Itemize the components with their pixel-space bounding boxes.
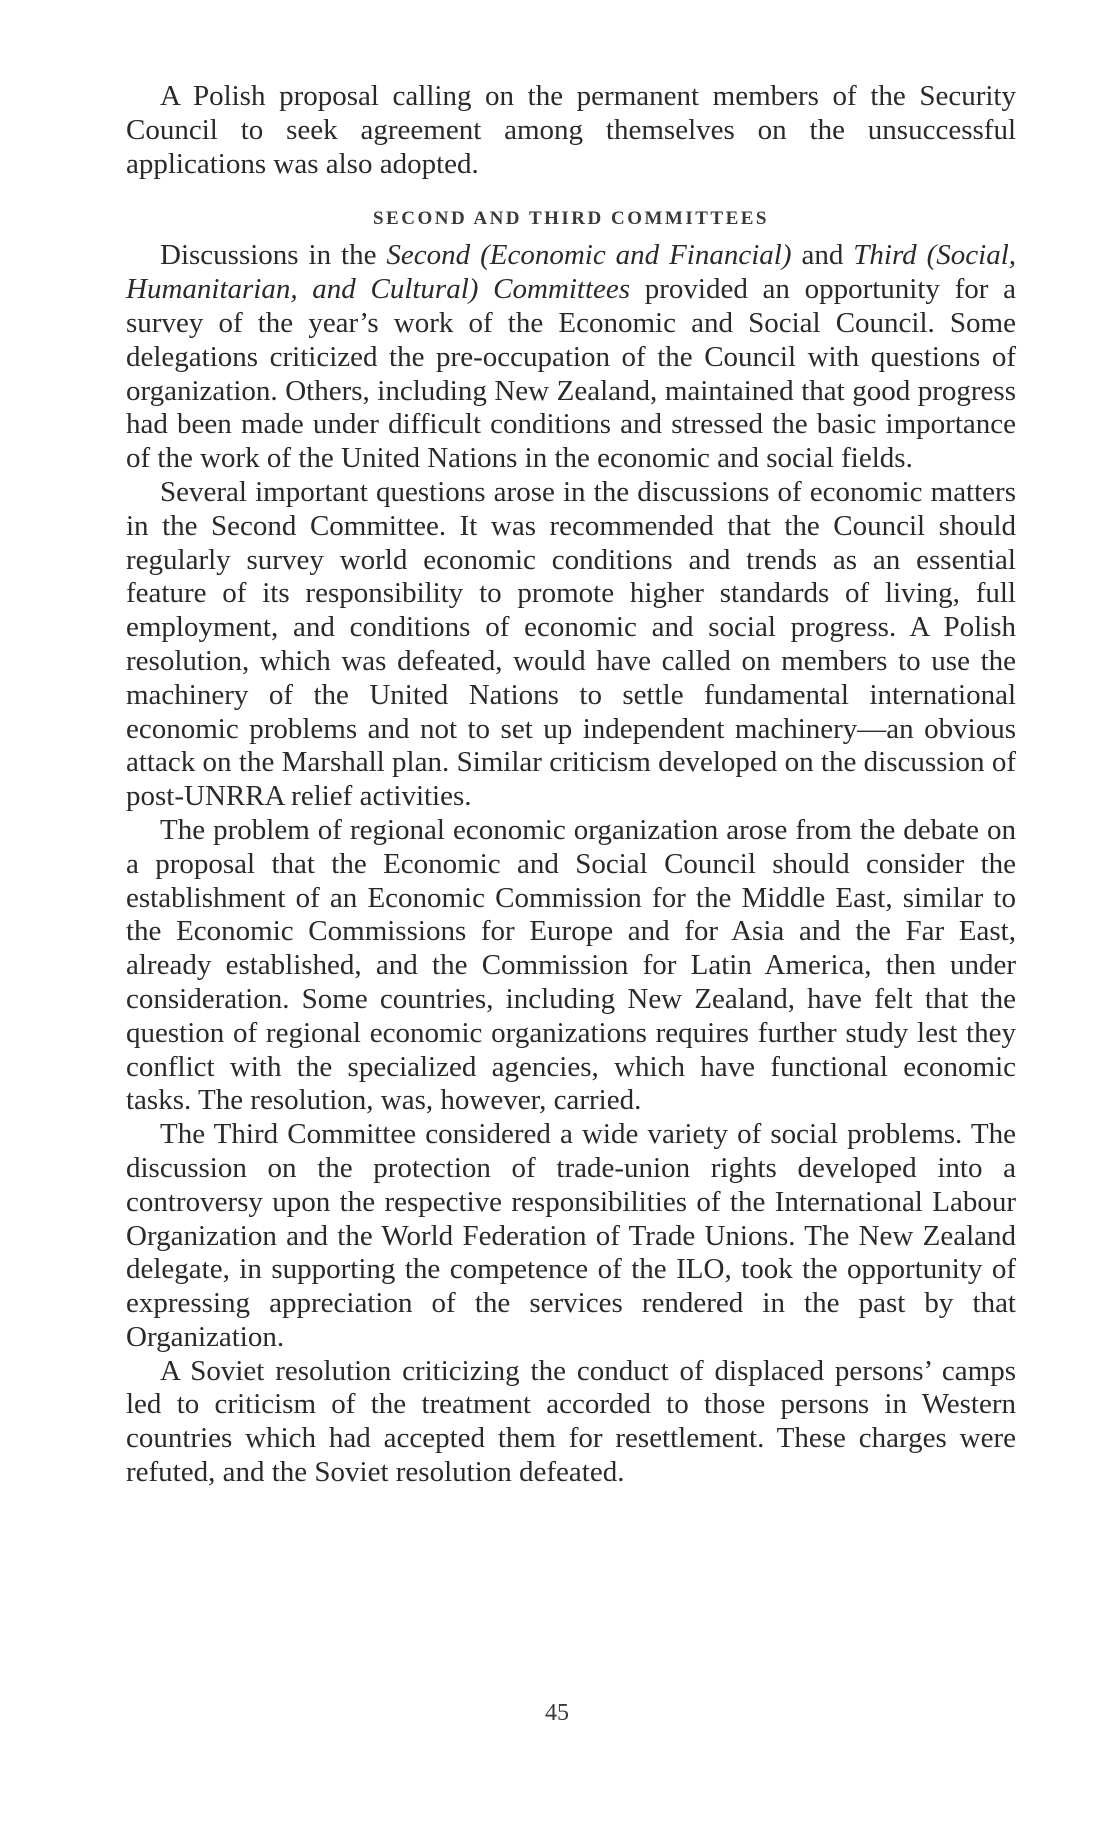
paragraph-body-text: provided an opportunity for a survey of the year’s work of the Economic and Social Council. Some delegations criticized the pre-occupation of the Council with questions of organization. Others, including New Zealand, maintained that good progress had been made under difficult conditions and stressed the basic importance of the work of the United Nations in the economic and social fields.: [126, 273, 1016, 475]
paragraph-displaced-persons: A Soviet resolution criticizing the conduct of displaced persons’ camps led to criticism of the treatment accorded to those persons in Western countries which had accepted them for resettlement. These charges were refuted, and the Soviet resolution defeated.: [126, 1354, 1016, 1489]
paragraph-committees-overview: [126, 239, 1016, 476]
section-heading: SECOND AND THIRD COMMITTEES: [372, 208, 769, 230]
intro-paragraph: A Polish proposal calling on the permanent members of the Security Council to seek agreement among themselves on the unsuccessful applications was also adopted.: [126, 80, 1016, 180]
third-committee-title: Third (Social, Humanitarian, and Cultural) Committees: [126, 239, 1016, 306]
paragraph-regional-organization: The problem of regional economic organization arose from the debate on a proposal that the Economic and Social Council should consider the establishment of an Economic Commission for the Middle East, similar to the Economic Commissions for Europe and for Asia and the Far East, already established, and the Commission for Latin America, then under consideration. Some countries, including New Zealand, have felt that the question of regional economic organizations requires further study lest they conflict with the specialized agencies, which have functional economic tasks. The resolution, was, however, carried.: [126, 813, 1016, 1117]
paragraph-third-committee: The Third Committee considered a wide variety of social problems. The discussion on the protection of trade-union rights developed into a controversy upon the respective responsibilities of the International Labour Organization and the World Federation of Trade Unions. The New Zealand delegate, in supporting the competence of the ILO, took the opportunity of expressing appreciation of the services rendered in the past by that Organization.: [126, 1118, 1016, 1353]
paragraph-second-committee: Several important questions arose in the discussions of economic matters in the Second Committee. It was recommended that the Council should regularly survey world economic conditions and trends as an essential feature of its responsibility to promote higher standards of living, full employment, and conditions of economic and social progress. A Polish resolution, which was defeated, would have called on members to use the machinery of the United Nations to settle fundamental international economic problems and not to set up independent machinery—an obvious attack on the Marshall plan. Similar criticism developed on the discussion of post-UNRRA relief activities.: [126, 475, 1016, 813]
document-page: [126, 80, 1016, 1490]
second-committee-title: Second (Economic and Financial): [386, 239, 792, 272]
paragraph-joiner-text: and: [791, 239, 854, 272]
page-number: 45: [545, 1700, 569, 1726]
paragraph-lead-text: Discussions in the: [160, 239, 387, 272]
